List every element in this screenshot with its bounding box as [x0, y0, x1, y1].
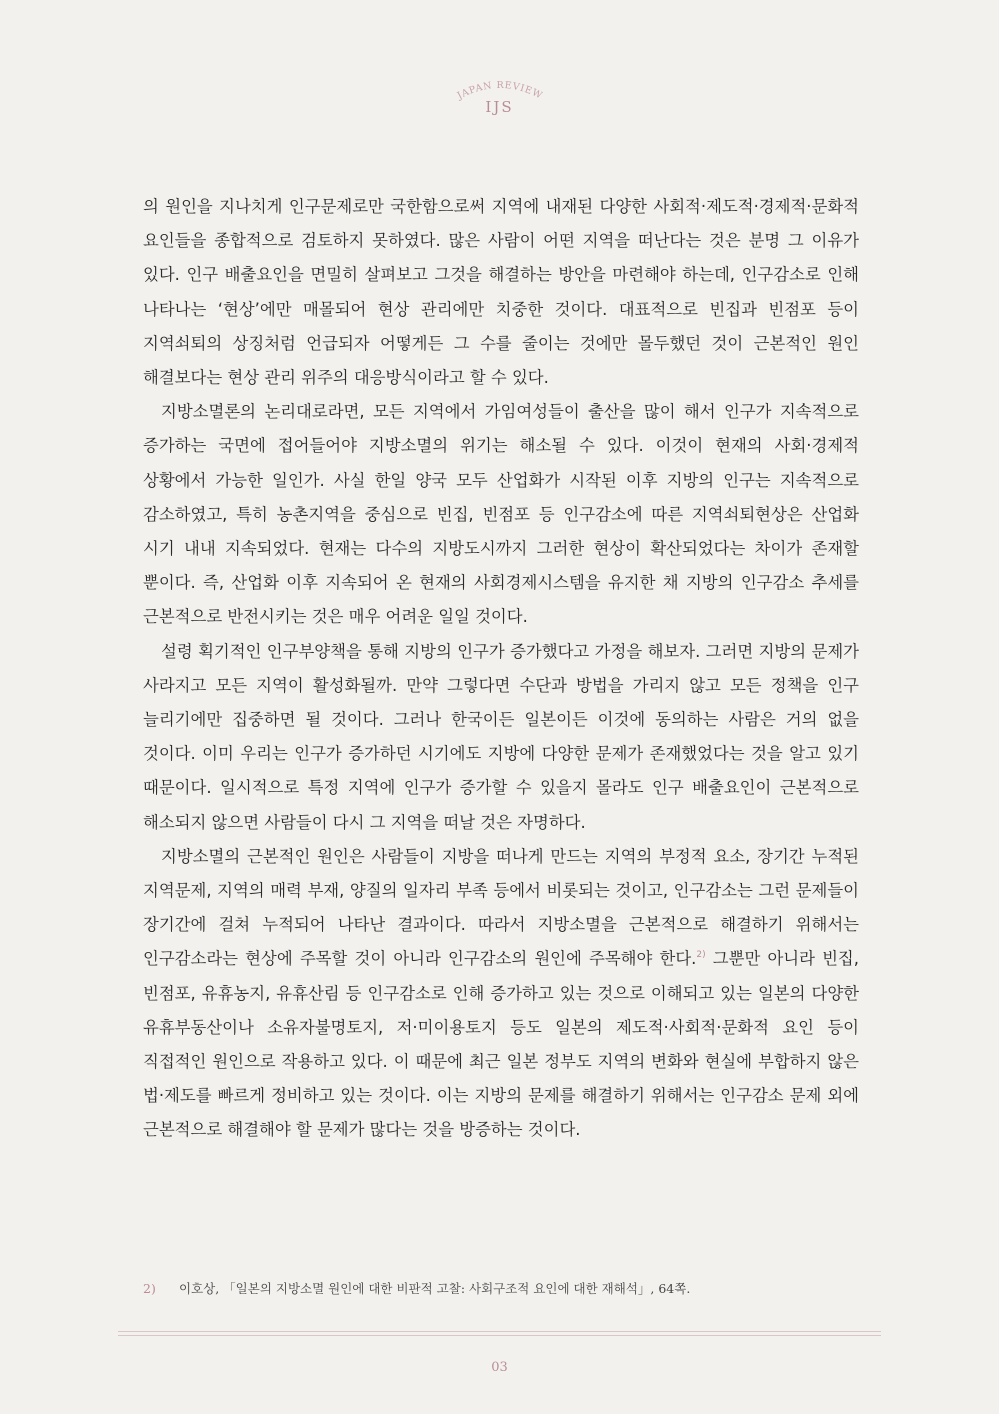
svg-text:JAPAN REVIEW: JAPAN REVIEW [455, 79, 544, 102]
footnote-text: 이호상, 「일본의 지방소멸 원인에 대한 비판적 고찰: 사회구조적 요인에 대한 재해석」, 64쪽. [179, 1281, 691, 1296]
footnote-number: 2) [143, 1281, 156, 1296]
footer-rule-top [118, 1331, 881, 1332]
page-number: 03 [491, 1360, 508, 1375]
footnote [143, 1279, 859, 1297]
footnote-reference[interactable]: 2) [696, 950, 706, 961]
paragraph-3: 설령 획기적인 인구부양책을 통해 지방의 인구가 증가했다고 가정을 해보자. 그러면 지방의 문제가 사라지고 모든 지역이 활성화될까. 만약 그렇다면 수단과 방법을 가리지 않고 모든 정책을 인구 늘리기에만 집중하면 될 것이다. 그러나 한국이든 일본이든 이것에 동의하는 사람은 거의 없을 것이다. 이미 우리는 인구가 증가하던 시기에도 지방에 다양한 문제가 존재했었다는 것을 알고 있기 때문이다. 일시적으로 특정 지역에 인구가 증가할 수 있을지 몰라도 인구 배출요인이 근본적으로 해소되지 않으면 사람들이 다시 그 지역을 떠날 것은 자명하다. [143, 641, 859, 832]
article-body [143, 190, 859, 1148]
journal-mark: IJS [485, 98, 514, 116]
paragraph-4-part-2: 그뿐만 아니라 빈집, 빈점포, 유휴농지, 유휴산림 등 인구감소로 인해 증가하고 있는 것으로 이해되고 있는 일본의 다양한 유휴부동산이나 소유자불명토지, 저·미이용토지 등도 일본의 제도적·사회적·문화적 요인 등이 직접적인 원인으로 작용하고 있다. 이 때문에 최근 일본 정부도 지역의 변화와 현실에 부합하지 않은 법·제도를 빠르게 정비하고 있는 것이다. 이는 지방의 문제를 해결하기 위해서는 인구감소 문제 외에 근본적으로 해결해야 할 문제가 많다는 것을 방증하는 것이다. [143, 949, 859, 1140]
paragraph-4-part-1: 지방소멸의 근본적인 원인은 사람들이 지방을 떠나게 만드는 지역의 부정적 요소, 장기간 누적된 지역문제, 지역의 매력 부재, 양질의 일자리 부족 등에서 비롯되는 것이고, 인구감소는 그런 문제들이 장기간에 걸쳐 누적되어 나타난 결과이다. 따라서 지방소멸을 근본적으로 해결하기 위해서는 인구감소라는 현상에 주목할 것이 아니라 인구감소의 원인에 주목해야 한다. [143, 846, 859, 969]
paragraph-4 [143, 840, 859, 1148]
footer-rule-bottom [118, 1335, 881, 1336]
paragraph-2: 지방소멸론의 논리대로라면, 모든 지역에서 가임여성들이 출산을 많이 해서 인구가 지속적으로 증가하는 국면에 접어들어야 지방소멸의 위기는 해소될 수 있다. 이것이 현재의 사회·경제적 상황에서 가능한 일인가. 사실 한일 양국 모두 산업화가 시작된 이후 지방의 인구는 지속적으로 감소하였고, 특히 농촌지역을 중심으로 빈집, 빈점포 등 인구감소에 따른 지역쇠퇴현상은 산업화 시기 내내 지속되었다. 현재는 다수의 지방도시까지 그러한 현상이 확산되었다는 차이가 존재할 뿐이다. 즉, 산업화 이후 지속되어 온 현재의 사회경제시스템을 유지한 채 지방의 인구감소 추세를 근본적으로 반전시키는 것은 매우 어려운 일일 것이다. [143, 402, 859, 627]
paragraph-1: 의 원인을 지나치게 인구문제로만 국한함으로써 지역에 내재된 다양한 사회적·제도적·경제적·문화적 요인들을 종합적으로 검토하지 못하였다. 많은 사람이 어떤 지역을 떠난다는 것은 분명 그 이유가 있다. 인구 배출요인을 면밀히 살펴보고 그것을 해결하는 방안을 마련해야 하는데, 인구감소로 인해 나타나는 ‘현상’에만 매몰되어 현상 관리에만 치중한 것이다. 대표적으로 빈집과 빈점포 등이 지역쇠퇴의 상징처럼 언급되자 어떻게든 그 수를 줄이는 것에만 몰두했던 것이 근본적인 원인 해결보다는 현상 관리 위주의 대응방식이라고 할 수 있다. [143, 197, 859, 388]
journal-logo [0, 70, 999, 116]
